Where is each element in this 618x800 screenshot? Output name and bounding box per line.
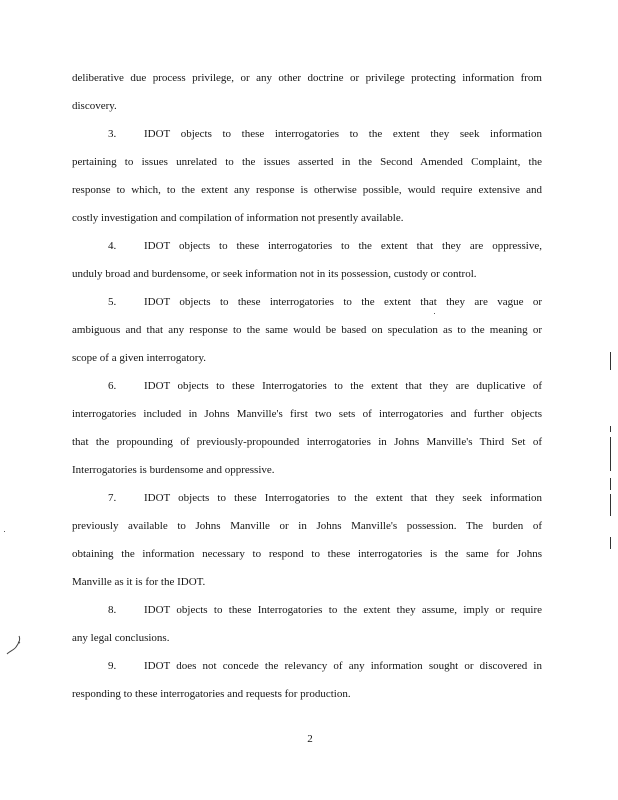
paragraph-number: 3. [108, 128, 117, 140]
text-line: IDOT does not concede the relevancy of any information sought or discovered in [144, 660, 542, 672]
margin-change-bar [610, 426, 611, 432]
text-line: Interrogatories is burdensome and oppressive. [72, 464, 275, 476]
margin-change-bar [610, 437, 611, 471]
text-line: pertaining to issues unrelated to the issues asserted in the Second Amended Complaint, the [72, 156, 542, 168]
text-line: response to which, to the extent any response is otherwise possible, would require extensive and [72, 184, 542, 196]
paragraph-number: 5. [108, 296, 117, 308]
text-line: IDOT objects to these interrogatories to the extent that they are oppressive, [144, 240, 542, 252]
text-line: IDOT objects to these Interrogatories to the extent they assume, imply or require [144, 604, 542, 616]
paragraph-number: 6. [108, 380, 117, 392]
text-line: previously available to Johns Manville or in Johns Manville's possession. The burden of [72, 520, 542, 532]
text-line: unduly broad and burdensome, or seek information not in its possession, custody or control. [72, 268, 477, 280]
paragraph-number: 8. [108, 604, 117, 616]
margin-scribble [4, 634, 24, 658]
margin-change-bar [610, 537, 611, 549]
page-number: 2 [307, 733, 313, 745]
text-line: IDOT objects to these interrogatories to the extent they seek information [144, 128, 542, 140]
text-line: IDOT objects to these Interrogatories to the extent that they are duplicative of [144, 380, 542, 392]
paragraph-number: 9. [108, 660, 117, 672]
text-line: that the propounding of previously-propounded interrogatories in Johns Manville's Third Set of [72, 436, 542, 448]
text-line: interrogatories included in Johns Manville's first two sets of interrogatories and further objects [72, 408, 542, 420]
text-line: scope of a given interrogatory. [72, 352, 206, 364]
text-line: deliberative due process privilege, or any other doctrine or privilege protecting information from [72, 72, 542, 84]
text-line: obtaining the information necessary to respond to these interrogatories is the same for Johns [72, 548, 542, 560]
text-line: Manville as it is for the IDOT. [72, 576, 206, 588]
scan-speck [434, 313, 435, 314]
text-line: ambiguous and that any response to the same would be based on speculation as to the meaning or [72, 324, 542, 336]
text-line: IDOT objects to these interrogatories to the extent that they are vague or [144, 296, 542, 308]
paragraph-number: 7. [108, 492, 117, 504]
text-line: discovery. [72, 100, 117, 112]
scan-speck [4, 531, 5, 532]
text-line: costly investigation and compilation of information not presently available. [72, 212, 404, 224]
text-line: IDOT objects to these Interrogatories to the extent that they seek information [144, 492, 542, 504]
margin-change-bar [610, 494, 611, 516]
margin-change-bar [610, 352, 611, 370]
text-line: responding to these interrogatories and requests for production. [72, 688, 351, 700]
text-line: any legal conclusions. [72, 632, 170, 644]
paragraph-number: 4. [108, 240, 117, 252]
margin-change-bar [610, 478, 611, 490]
